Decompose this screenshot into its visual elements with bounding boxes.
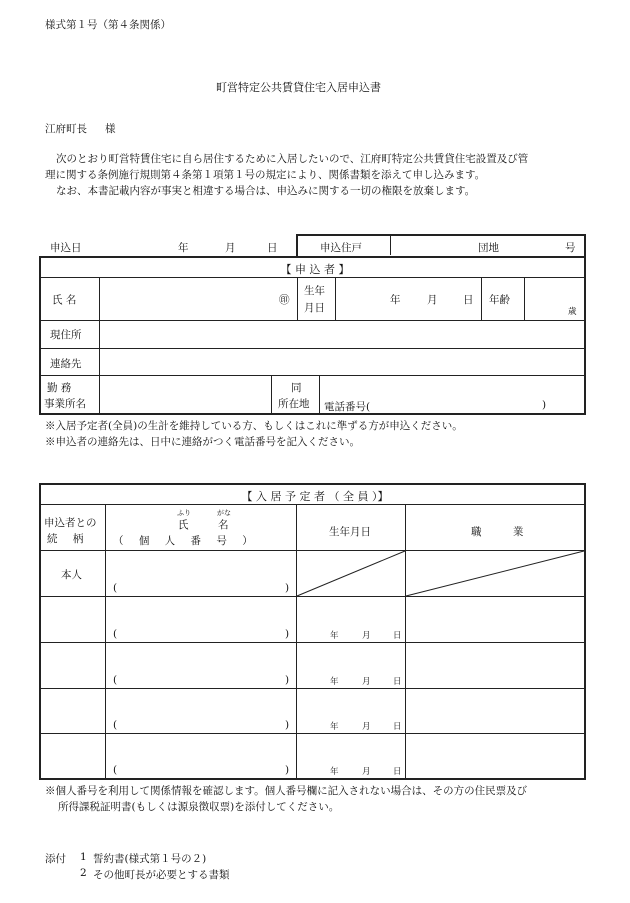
seal-mark: ㊞ (279, 294, 290, 306)
relation-label-2: 続 柄 (47, 533, 90, 545)
row-2-month: 月 (362, 631, 371, 641)
relation-label-1: 申込者との (44, 517, 97, 529)
page-title: 町営特定公共賃貸住宅入居申込書 (216, 81, 381, 94)
addressee (45, 121, 116, 136)
address-label: 現住所 (50, 329, 82, 341)
birth-day: 日 (463, 294, 474, 306)
row-3-paren-open: ( (113, 674, 118, 686)
note-2-line-2: 所得課税証明書(もしくは源泉徴収票)を添付してください。 (58, 801, 340, 813)
apply-date-label: 申込日 (50, 242, 82, 254)
housing-box-top (296, 234, 585, 236)
gana-ruby: がな (217, 509, 231, 517)
addressee-honorific: 様 (105, 123, 116, 135)
row-5-month: 月 (362, 767, 371, 777)
row-2-paren-close: ) (285, 628, 290, 640)
form-code: 様式第１号（第４条関係） (45, 19, 171, 31)
apply-date-year: 年 (178, 242, 189, 254)
addressee-name: 江府町長 (45, 123, 87, 135)
apply-date-month: 月 (225, 242, 236, 254)
row-5-paren-close: ) (285, 764, 290, 776)
applicant-name-label: 氏 名 (52, 294, 77, 306)
row-2-paren-open: ( (113, 628, 118, 640)
row-3-year: 年 (330, 677, 339, 687)
age-unit: 歳 (568, 307, 577, 317)
location-label-1: 同 (291, 382, 302, 394)
location-label-2: 所在地 (278, 398, 310, 410)
attachment-1: 誓約書(様式第１号の２) (93, 853, 207, 865)
self-row-diagonals (296, 550, 586, 597)
attachment-2-number: 2 (80, 867, 87, 879)
row-1-paren-close: ) (285, 582, 290, 594)
attachment-1-number: 1 (80, 851, 87, 863)
row-2-day: 日 (393, 631, 402, 641)
contact-label: 連絡先 (50, 358, 82, 370)
resident-name-label-1: 氏 (178, 519, 189, 531)
note-1-line-1: ※入居予定者(全員)の生計を維持している方、もしくはこれに準ずる方が申込ください。 (45, 420, 463, 432)
birth-month: 月 (427, 294, 438, 306)
note-2-line-1: ※個人番号を利用して関係情報を確認します。個人番号欄に記入されない場合は、その方の住民票及び (45, 785, 528, 797)
row-3-month: 月 (362, 677, 371, 687)
row-2-year: 年 (330, 631, 339, 641)
row-4-day: 日 (393, 722, 402, 732)
housing-box-right (584, 234, 586, 256)
residents-header: 【 入 居 予 定 者 （ 全 員 ）】 (241, 490, 389, 503)
note-1-line-2: ※申込者の連絡先は、日中に連絡がつく電話番号を記入ください。 (45, 436, 360, 448)
row-3-paren-close: ) (285, 674, 290, 686)
age-label: 年齢 (489, 294, 510, 306)
housing-complex: 団地 (478, 242, 499, 254)
phone-close: ) (542, 399, 547, 411)
occupation-header: 職 業 (471, 526, 538, 538)
birth-label-1: 生年 (304, 285, 325, 297)
attachments-label: 添付 (45, 853, 66, 865)
personal-number-label: （ 個 人 番 号 ） (113, 535, 259, 547)
housing-number: 号 (565, 242, 576, 254)
row-4-year: 年 (330, 722, 339, 732)
row-3-day: 日 (393, 677, 402, 687)
row-5-paren-open: ( (113, 764, 118, 776)
housing-box-left (296, 234, 298, 256)
birth-date-header: 生年月日 (329, 526, 371, 538)
housing-box-divider (390, 235, 391, 255)
intro-line-3: なお、本書記載内容が事実と相違する場合は、申込みに関する一切の権限を放棄します。 (56, 185, 476, 197)
phone-label: 電話番号( (324, 401, 371, 413)
work-label-2: 事業所名 (44, 398, 86, 410)
row-1-paren-open: ( (113, 582, 118, 594)
birth-label-2: 月日 (304, 302, 325, 314)
intro-line-1: 次のとおり町営特賃住宅に自ら居住するために入居したいので、江府町特定公共賃貸住宅設置及び管 (56, 153, 529, 165)
birth-year: 年 (390, 294, 401, 306)
row-4-paren-close: ) (285, 719, 290, 731)
intro-line-2: 理に関する条例施行規則第４条第１項第１号の規定により、関係書類を添えて申し込みます。 (45, 169, 486, 181)
furi-ruby: ふり (177, 509, 191, 517)
row-5-year: 年 (330, 767, 339, 777)
row-4-month: 月 (362, 722, 371, 732)
row-5-day: 日 (393, 767, 402, 777)
work-label-1: 勤 務 (47, 382, 72, 394)
self-label: 本人 (61, 569, 82, 581)
housing-label: 申込住戸 (320, 242, 362, 254)
resident-name-label-2: 名 (218, 519, 229, 531)
applicant-header: 【 申 込 者 】 (280, 263, 350, 276)
apply-date-day: 日 (267, 242, 278, 254)
row-4-paren-open: ( (113, 719, 118, 731)
attachment-2: その他町長が必要とする書類 (93, 869, 230, 881)
